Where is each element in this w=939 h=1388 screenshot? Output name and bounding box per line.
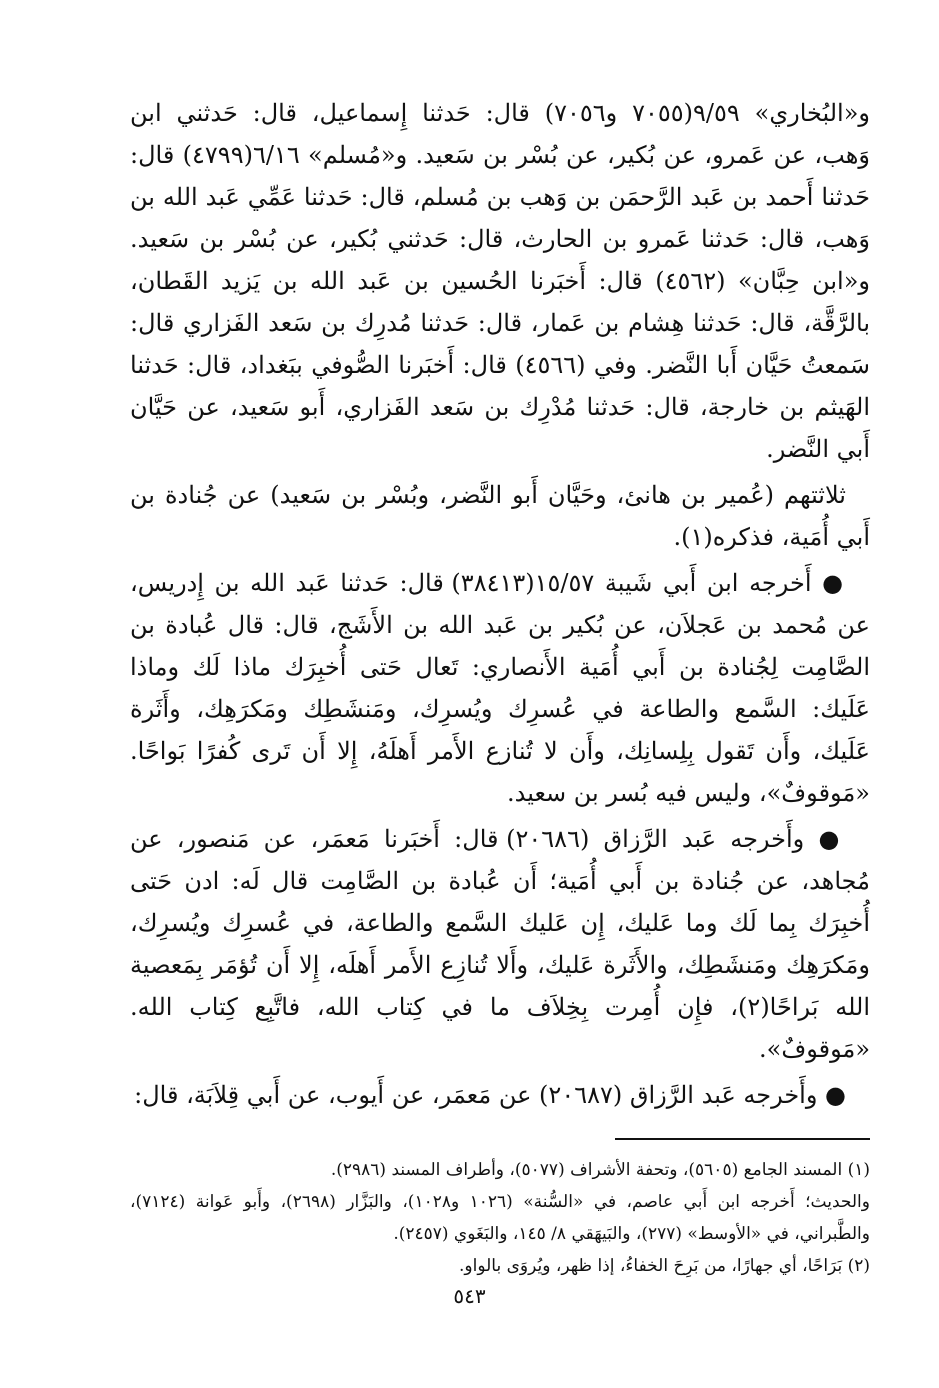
paragraph-summary: ثلاثتهم (عُمير بن هانئ، وحَيَّان أَبو النَّضر، وبُسْر بن سَعيد) عن جُنادة بن أَبي أُمَية، فذكره(١). <box>130 481 870 551</box>
paragraph-abd-al-razzaq-2: ● وأَخرجه عَبد الرَّزاق (٢٠٦٨٧) عن مَعمَر، عن أَيوب، عن أَبي قِلاَبَة، قال: <box>134 1081 846 1109</box>
paragraph-sources: و«البُخاري» ٩/٥٩(٧٠٥٥ و٧٠٥٦) قال: حَدثنا إِسماعيل، قال: حَدثني ابن وَهب، عن عَمرو، عن بُكير، عن بُسْر بن سَعيد. و«مُسلم» ٦/١٦(٤٧٩٩) قال: حَدثنا أَحمد بن عَبد الرَّحمَن بن وَهب بن مُسلم، قال: حَدثنا عَمِّي عَبد الله بن وَهب، قال: حَدثنا عَمرو بن الحارث، قال: حَدثني بُكير، عن بُسْر بن سَعيد. و«ابن حِبَّان» (٤٥٦٢) قال: أَخبَرنا الحُسين بن عَبد الله بن يَزيد القَطان، بالرَّقَّة، قال: حَدثنا هِشام بن عَمار، قال: حَدثنا مُدرِك بن سَعد الفَزاري قال: سَمعتُ حَيَّان أَبا النَّضر. وفي (٤٥٦٦) قال: أَخبَرنا الصُّوفي ببَغداد، قال: حَدثنا الهَيثم بن خارجة، قال: حَدثنا مُدْرِك بن سَعد الفَزاري، أَبو سَعيد، عن حَيَّان أَبي النَّضر. <box>130 99 870 463</box>
paragraph-ibn-abi-shayba: ● أَخرجه ابن أَبي شَيبة ١٥/٥٧(٣٨٤١٣) قال: حَدثنا عَبد الله بن إِدريس، عن مُحمد بن عَجلاَن، عن بُكير بن عَبد الله بن الأَشَج، قال: قال عُبادة بن الصَّامِت لِجُنادة بن أَبي أُمَية الأَنصاري: تَعال حَتى أُخبِرَك ماذا لَك وماذا عَلَيك: السَّمع والطاعة في عُسرِك ويُسرِك، ومَنشَطِك ومَكرَهِك، وأَثَرة عَلَيك، وأَن تَقول بِلِسانِك، وأَن لا تُنازع الأَمر أَهلَهُ، إِلا أَن تَرى كُفرًا بَواحًا. «مَوقوفٌ»، وليس فيه بُسر بن سعيد. <box>130 569 870 807</box>
page-number: ٥٤٣ <box>453 1284 486 1308</box>
footnote-1-continued: والحديث؛ أَخرجه ابن أَبي عاصم، في «السُّنة» (١٠٢٦ و١٠٢٨)، والبَزَّار (٢٦٩٨)، وأَبو عَوانة (٧١٢٤)، والطَّبراني، في «الأوسط» (٢٧٧)، والبَيهَقي ٨/ ١٤٥، والبَغَوي (٢٤٥٧). <box>130 1192 870 1244</box>
book-page <box>130 92 870 1282</box>
footnote-2: (٢) بَرَاحًا، أي جهارًا، من بَرِحَ الخفاءُ، إذا ظهر، ويُروَى بالواو. <box>459 1256 870 1276</box>
footnote-divider <box>615 1138 870 1140</box>
footnotes <box>130 1154 870 1282</box>
main-text <box>130 92 870 1116</box>
footnote-1: (١) المسند الجامع (٥٦٠٥)، وتحفة الأشراف (٥٠٧٧)، وأطراف المسند (٢٩٨٦). <box>330 1160 870 1180</box>
paragraph-abd-al-razzaq-1: ● وأَخرجه عَبد الرَّزاق (٢٠٦٨٦) قال: أَخبَرنا مَعمَر، عن مَنصور، عن مُجاهد، عن جُنادة بن أَبي أُمَية؛ أَن عُبادة بن الصَّامِت قال لَه: ادن حَتى أُخبِرَك بِما لَك وما عَليك، إِن عَليك السَّمع والطاعة، في عُسرِك ويُسرِك، ومَكرَهِك ومَنشَطِك، والأَثَرة عَليك، وأَلا تُنازِع الأَمر أَهلَه، إِلا أَن تُؤمَر بِمَعصية الله بَراحًا(٢)، فإِن أُمِرت بِخِلاَف ما في كِتاب الله، فاتَّبِع كِتاب الله. «مَوقوفٌ». <box>130 825 870 1063</box>
